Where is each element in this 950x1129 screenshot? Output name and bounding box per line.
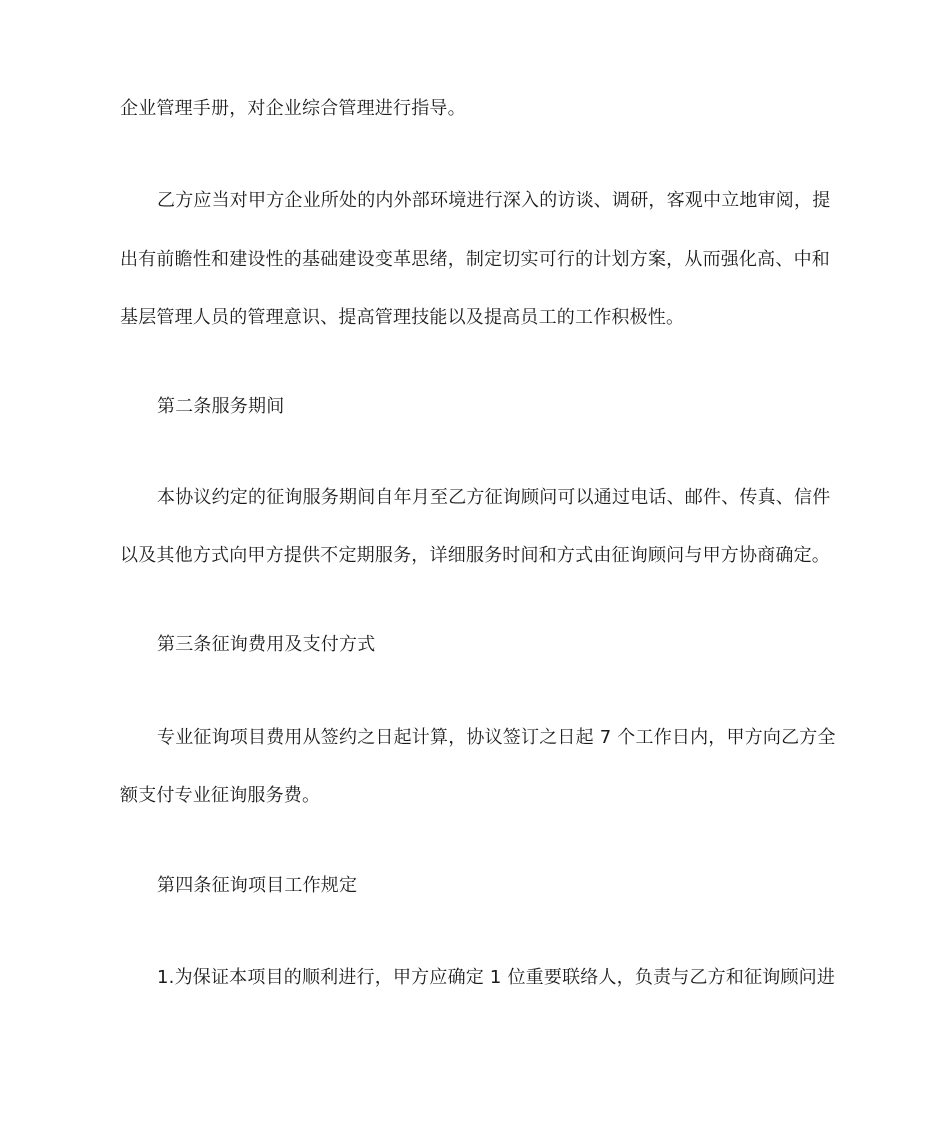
paragraph-line: 额支付专业征询服务费。 [120,785,321,806]
paragraph-line: 专业征询项目费用从签约之日起计算，协议签订之日起 7 个工作日内，甲方向乙方全 [157,727,836,748]
paragraph-line: 乙方应当对甲方企业所处的内外部环境进行深入的访谈、调研，客观中立地审阅，提 [157,190,831,211]
section-heading: 第四条征询项目工作规定 [157,875,358,896]
paragraph-line: 基层管理人员的管理意识、提高管理技能以及提高员工的工作积极性。 [120,307,685,328]
paragraph-line: 出有前瞻性和建设性的基础建设变革思绪，制定切实可行的计划方案，从而强化高、中和 [120,249,830,270]
paragraph-line: 本协议约定的征询服务期间自年月至乙方征询顾问可以通过电话、邮件、传真、信件 [157,487,831,508]
paragraph-line: 1.为保证本项目的顺利进行，甲方应确定 1 位重要联络人，负责与乙方和征询顾问进 [157,967,836,988]
section-heading: 第三条征询费用及支付方式 [157,634,376,655]
paragraph-line: 企业管理手册，对企业综合管理进行指导。 [120,98,466,119]
paragraph-line: 以及其他方式向甲方提供不定期服务，详细服务时间和方式由征询顾问与甲方协商确定。 [120,545,830,566]
section-heading: 第二条服务期间 [157,396,285,417]
